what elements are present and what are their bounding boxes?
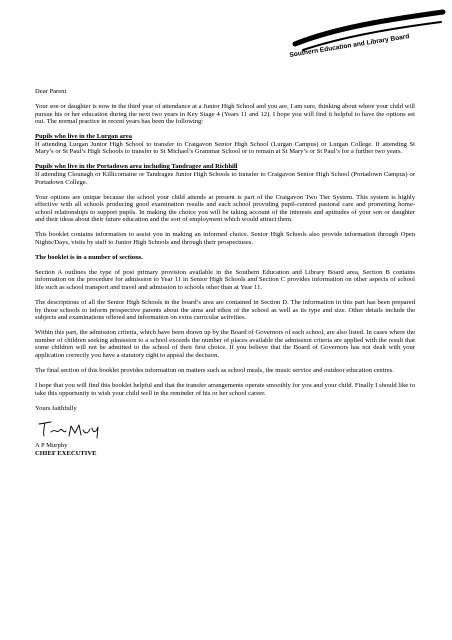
lurgan-heading: Pupils who live in the Lurgan area — [35, 133, 132, 141]
signature-icon — [35, 418, 105, 440]
salutation: Dear Parent — [35, 88, 67, 95]
hope-paragraph: I hope that you will find this booklet helpful and that the transfer arrangements operate smoothly for you and your child. Finally I should like to take this opportunity to wish your child well in the reminder of his or her school career. — [35, 381, 415, 397]
lurgan-section — [35, 133, 415, 156]
signoff — [35, 405, 415, 458]
options-paragraph: Your options are unique because the school your child attends at present is part of the Craigavon Two Tier System. This system is highly effective with all schools producing good examination results and each school providing pupil-centred pastoral care and promoting home-school relationships to support pupils. In making the choice you will be taking account of the interests and aptitudes of your son or daughter and their ideas about their future education and the sort of employment which would attract them. — [35, 193, 415, 224]
portadown-text: If attending Clounagh or Killicomaine or Tandragee Junior High Schools to transfer to Craigavon Senior High School (Portadown Campus) or Portadown College. — [35, 170, 415, 186]
lurgan-text: If attending Lurgan Junior High School to transfer to Craigavon Senior High School (Lurgan Campus) or Lurgan College. If attending St Mary’s or St Paul’s High Schools to transfer to St Michael’s Grammar School or to remain at St Mary’s or St Paul’s for a further two years. — [35, 140, 415, 156]
portadown-heading: Pupils who live in the Portadown area including Tandragee and Richhill — [35, 163, 238, 171]
sections-paragraph: Section A outlines the type of post primary provision available in the Southern Education and Library Board area, Section B contains information on the procedure for admission to Year 11 in Senior High Schools and Section C provides information on other aspects of school life such as school transport and travel and admission to schools other than at Year 11. — [35, 268, 415, 292]
letter-body — [35, 88, 415, 457]
sections-heading: The booklet is in a number of sections. — [35, 253, 143, 261]
criteria-paragraph: Within this part, the admission criteria, which have been drawn up by the Board of Governors of each school, are also listed. In cases where the number of children seeking admission to a school exceeds the number of places available the admission criteria are applied with the result that some children will not be admitted to the school of their first choice. If you believe that the Board of Governors has not dealt with your application correctly you have a statutory right to appeal the decision. — [35, 329, 415, 359]
booklet-paragraph: This booklet contains information to assist you in making an informed choice. Senior High Schools also provide information through Open Nights/Days, visits by staff to Junior High Schools and through their prospectuses. — [35, 231, 415, 246]
descriptions-paragraph: The descriptions of all the Senior High Schools in the board’s area are contained in Section D. The information in this part has been prepared by those schools to inform prospective parents about the aims and ethos of the school as well as its type and size. Other details include the subjects and examinations offered and information on extra curricular activities. — [35, 299, 415, 322]
signatory-name: A P Murphy — [35, 442, 68, 450]
portadown-section — [35, 163, 415, 186]
intro-paragraph: Your son or daughter is now in the third year of attendance at a Junior High School and you are, I am sure, thinking about where your child will pursue his or her education during the next two years in Key Stage 4 (Years 11 and 12). I hope you will find it helpful to have the options set out. The normal practice in recent years has been the following: — [35, 102, 415, 126]
board-logo — [285, 6, 447, 64]
signatory-title: CHIEF EXECUTIVE — [35, 449, 97, 457]
closing: Yours faithfully — [35, 404, 77, 412]
board-name: Southern Education and Library Board — [289, 33, 410, 59]
final-paragraph: The final section of this booklet provides information on matters such as school meals, the music service and outdoor education centres. — [35, 366, 394, 374]
